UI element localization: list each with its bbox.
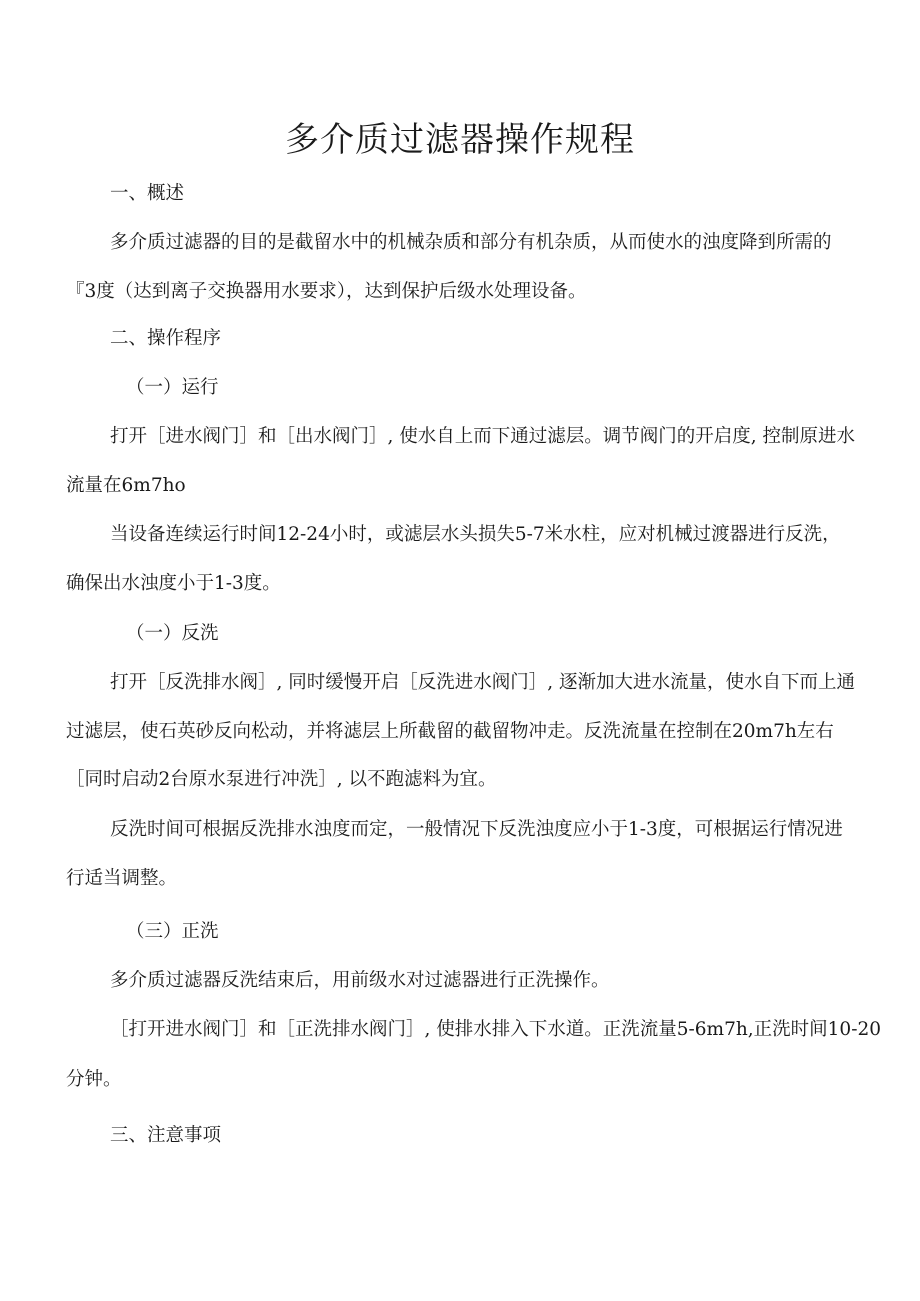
run-paragraph-1-line-1: 打开［进水阀门］和［出水阀门］, 使水自上而下通过滤层。调节阀门的开启度, 控制原进水	[110, 426, 856, 447]
rinse-paragraph-2-line-2: 分钟。	[66, 1069, 122, 1090]
overview-paragraph-line-2: 『3度（达到离子交换器用水要求），达到保护后级水处理设备。	[66, 281, 587, 302]
run-paragraph-2-line-1: 当设备连续运行时间12-24小时，或滤层水头损失5-7米水柱，应对机械过渡器进行反洗，	[110, 524, 841, 545]
backwash-paragraph-2-line-1: 反洗时间可根据反洗排水浊度而定，一般情况下反洗浊度应小于1-3度，可根据运行情况进	[110, 819, 843, 840]
subsection-heading-rinse: （三）正洗	[126, 921, 219, 942]
rinse-paragraph-1: 多介质过滤器反洗结束后，用前级水对过滤器进行正洗操作。	[110, 970, 610, 991]
run-paragraph-2-line-2: 确保出水浊度小于1-3度。	[66, 573, 281, 594]
section-heading-overview: 一、概述	[110, 183, 185, 204]
document-title: 多介质过滤器操作规程	[285, 120, 635, 160]
subsection-heading-run: （一）运行	[126, 377, 219, 398]
subsection-heading-backwash: （一）反洗	[126, 623, 219, 644]
overview-paragraph-line-1: 多介质过滤器的目的是截留水中的机械杂质和部分有机杂质，从而使水的浊度降到所需的	[110, 232, 832, 253]
run-paragraph-1-line-2: 流量在6m7ho	[66, 475, 186, 496]
backwash-paragraph-1-line-2: 过滤层，使石英砂反向松动，并将滤层上所截留的截留物冲走。反洗流量在控制在20m7h左右	[66, 721, 834, 742]
backwash-paragraph-1-line-1: 打开［反洗排水阀］, 同时缓慢开启［反洗进水阀门］, 逐渐加大进水流量，使水自下而上通	[110, 672, 856, 693]
section-heading-procedure: 二、操作程序	[110, 328, 222, 349]
section-heading-notes: 三、注意事项	[110, 1125, 222, 1146]
backwash-paragraph-1-line-3: ［同时启动2台原水泵进行冲洗］, 以不跑滤料为宜。	[66, 769, 497, 790]
backwash-paragraph-2-line-2: 行适当调整。	[66, 868, 178, 889]
rinse-paragraph-2-line-1: ［打开进水阀门］和［正洗排水阀门］, 使排水排入下水道。正洗流量5-6m7h,正洗时间10-20	[110, 1019, 881, 1040]
